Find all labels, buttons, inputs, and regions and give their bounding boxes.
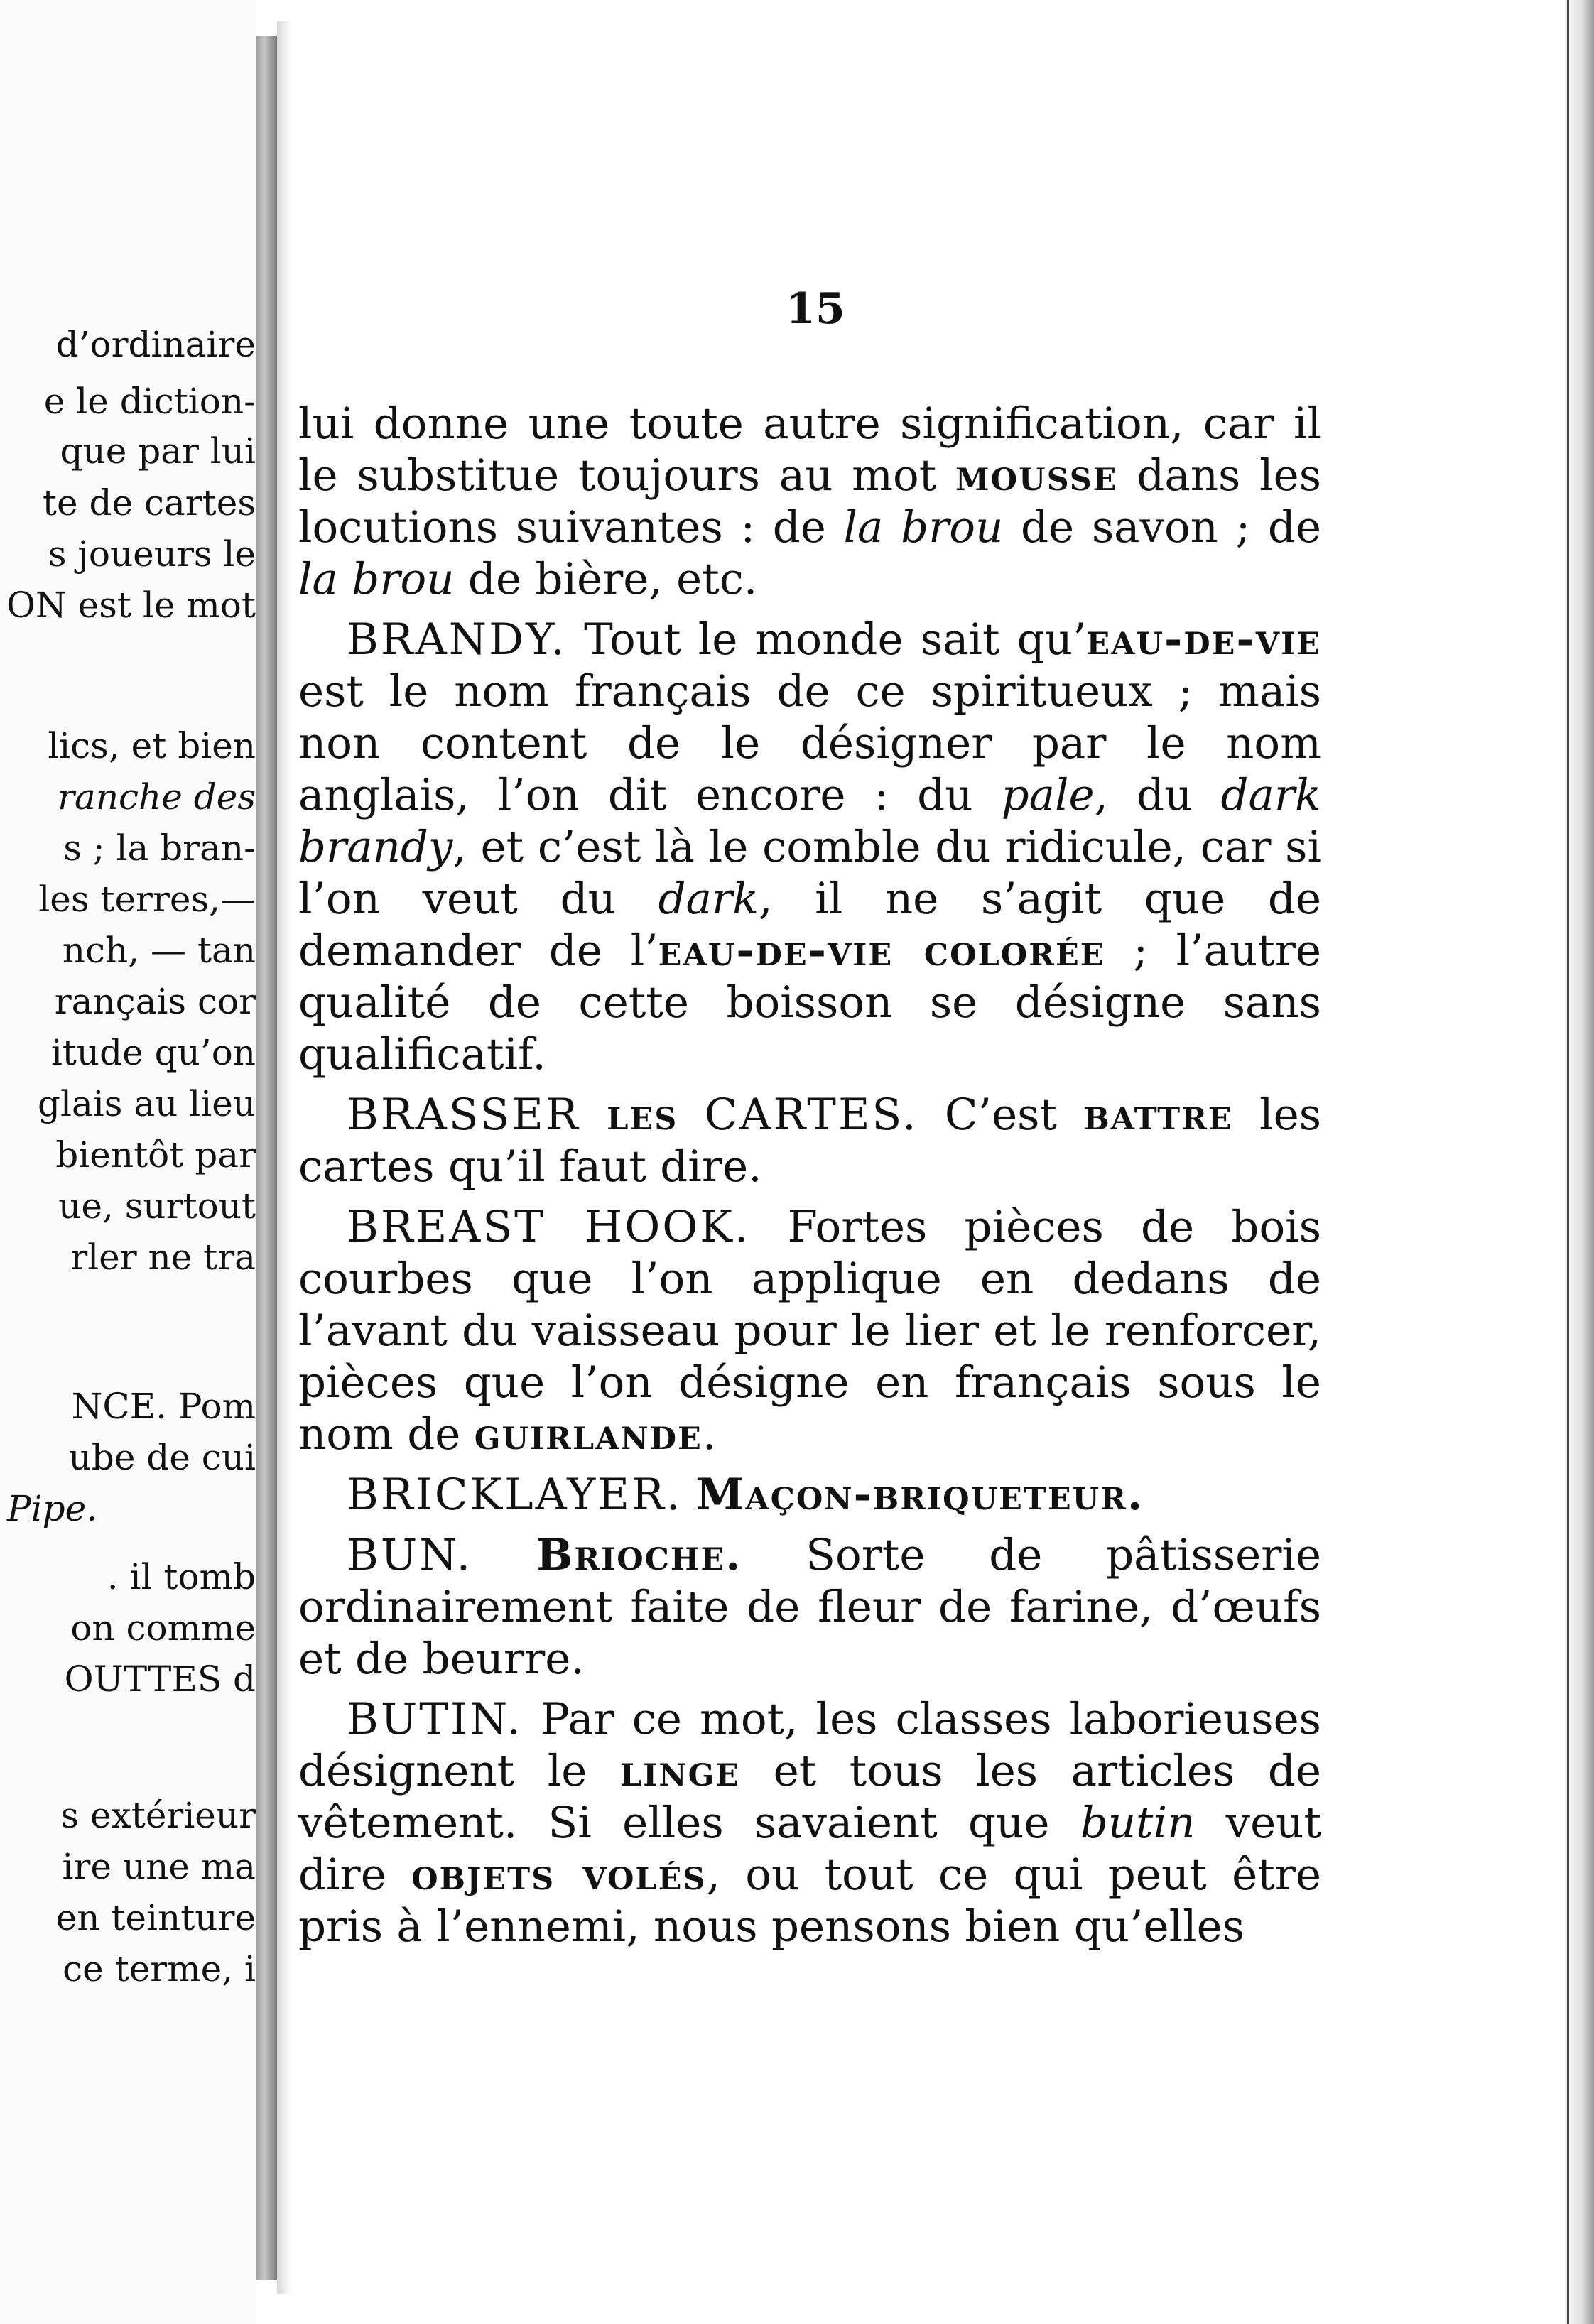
left-page-line: ON est le mot <box>6 585 256 626</box>
book-gutter <box>256 36 277 2280</box>
left-page-line: OUTTES d <box>64 1658 256 1700</box>
left-page-line: s ; la bran- <box>63 827 256 869</box>
left-page-line: bientôt par <box>55 1134 256 1175</box>
entry-bun <box>298 1529 1321 1685</box>
entry-text: , il ne s’agit que de demander de l’ <box>298 874 1321 976</box>
entry-text: C’est <box>918 1090 1084 1140</box>
entry-text: . <box>702 1409 717 1460</box>
left-page-line: itude qu’on <box>50 1032 256 1073</box>
left-page-line: ue, surtout <box>58 1185 256 1227</box>
entry-smallcaps: battre <box>1083 1090 1233 1140</box>
gutter-shadow <box>277 21 291 2294</box>
entry-smallcaps: eau-de-vie colorée <box>658 925 1105 976</box>
entry-headword-smallcaps: les <box>607 1090 678 1140</box>
entry-italic: pale <box>1001 770 1095 820</box>
left-page-line: rançais cor <box>54 981 256 1022</box>
left-page-line: s joueurs le <box>48 533 256 575</box>
left-page-line: que par lui <box>60 430 256 472</box>
entry-headword: CARTES. <box>704 1090 918 1140</box>
entry-text: de bière, etc. <box>454 554 758 604</box>
entry-smallcaps: Brioche. <box>536 1530 742 1580</box>
entry-italic: dark brandy <box>298 770 1321 872</box>
entry-breast-hook <box>298 1201 1321 1460</box>
left-page-line: on comme <box>70 1607 256 1649</box>
entry-text: veut dire <box>298 1798 1321 1900</box>
entry-text: les cartes qu’il faut dire. <box>298 1090 1322 1192</box>
entry-text: , et c’est là le comble du ridicule, car si l’on veut du <box>298 822 1321 924</box>
entry-text: dans les locutions suivantes : de <box>298 450 1322 553</box>
entry-brandy <box>298 614 1321 1080</box>
left-page-line: lics, et bien <box>48 725 256 766</box>
left-page-line: NCE. Pom <box>71 1386 256 1427</box>
entry-smallcaps: linge <box>619 1746 741 1796</box>
left-page-line: glais au lieu <box>37 1083 256 1124</box>
entry-continuation <box>298 398 1321 605</box>
entry-smallcaps: objets volés <box>411 1850 707 1900</box>
entry-text: et tous les articles de vêtement. Si elles savaient que <box>298 1746 1321 1848</box>
left-facing-page-fragment <box>0 0 256 2324</box>
entry-text: est le nom français de ce spiritueux ; mais non content de le désigner par le nom anglais, l’on dit encore : du <box>298 666 1321 820</box>
entry-text: Sorte de pâtisserie ordinairement faite de fleur de farine, d’œufs et de beurre. <box>298 1530 1321 1684</box>
entry-brasser-les-cartes <box>298 1089 1321 1193</box>
entry-smallcaps: Maçon-briqueteur. <box>695 1470 1144 1520</box>
entry-italic: la brou <box>843 502 1004 553</box>
entry-headword: BRASSER <box>347 1090 580 1140</box>
entry-text: , du <box>1094 770 1221 820</box>
entry-text: lui donne une toute autre signification, car il le substitue toujours au mot <box>298 398 1321 501</box>
left-page-line: ire une ma <box>62 1846 256 1887</box>
left-page-line: d’ordinaire <box>55 324 256 365</box>
entry-smallcaps: guirlande <box>474 1409 703 1460</box>
left-page-line: . il tomb <box>107 1556 256 1597</box>
page-number: 15 <box>786 284 845 334</box>
entry-headword: BUN. <box>347 1530 473 1580</box>
left-page-line: Pipe. <box>7 1488 98 1529</box>
left-page-line: te de cartes <box>42 482 256 523</box>
left-page-line: rler ne tra <box>70 1237 256 1278</box>
entry-headword: BRICKLAYER. <box>347 1470 683 1520</box>
entry-text: de savon ; de <box>1003 502 1321 553</box>
entry-text: , ou tout ce qui peut être pris à l’ennemi, nous pensons bien qu’elles <box>298 1850 1321 1952</box>
entry-text: Par ce mot, les classes laborieuses désignent le <box>298 1694 1321 1796</box>
entry-italic: dark <box>658 874 759 924</box>
page-edge-line <box>1567 0 1569 2324</box>
entry-text: Tout le monde sait qu’ <box>566 614 1087 665</box>
left-page-line: nch, — tan <box>62 930 256 971</box>
entry-italic: la brou <box>298 554 455 604</box>
entry-headword: BRANDY. <box>347 614 567 665</box>
left-page-line: e le diction- <box>43 381 256 422</box>
dictionary-text <box>298 398 1321 1961</box>
entry-text: ; l’autre qualité de cette boisson se désigne sans qualificatif. <box>298 925 1321 1080</box>
entry-italic: butin <box>1080 1798 1196 1848</box>
entry-butin <box>298 1693 1321 1953</box>
left-page-line: ranche des <box>58 776 256 818</box>
entry-bricklayer <box>298 1469 1321 1521</box>
entry-smallcaps: eau-de-vie <box>1086 614 1321 665</box>
left-page-line: s extérieur <box>60 1795 256 1836</box>
left-page-line: les terres,— <box>38 879 256 920</box>
entry-headword: BUTIN. <box>347 1694 523 1744</box>
left-page-line: ce terme, i <box>63 1948 256 1989</box>
left-page-line: en teinture <box>55 1897 256 1938</box>
entry-smallcaps: mousse <box>955 450 1118 501</box>
entry-text: Fortes pièces de bois courbes que l’on applique en dedans de l’avant du vaisseau pour le lier et le renforcer, pièces que l’on désigne en français sous le nom de <box>298 1202 1321 1460</box>
left-page-line: ube de cui <box>68 1437 256 1478</box>
main-page <box>297 0 1547 2324</box>
entry-headword: BREAST HOOK. <box>347 1202 751 1252</box>
